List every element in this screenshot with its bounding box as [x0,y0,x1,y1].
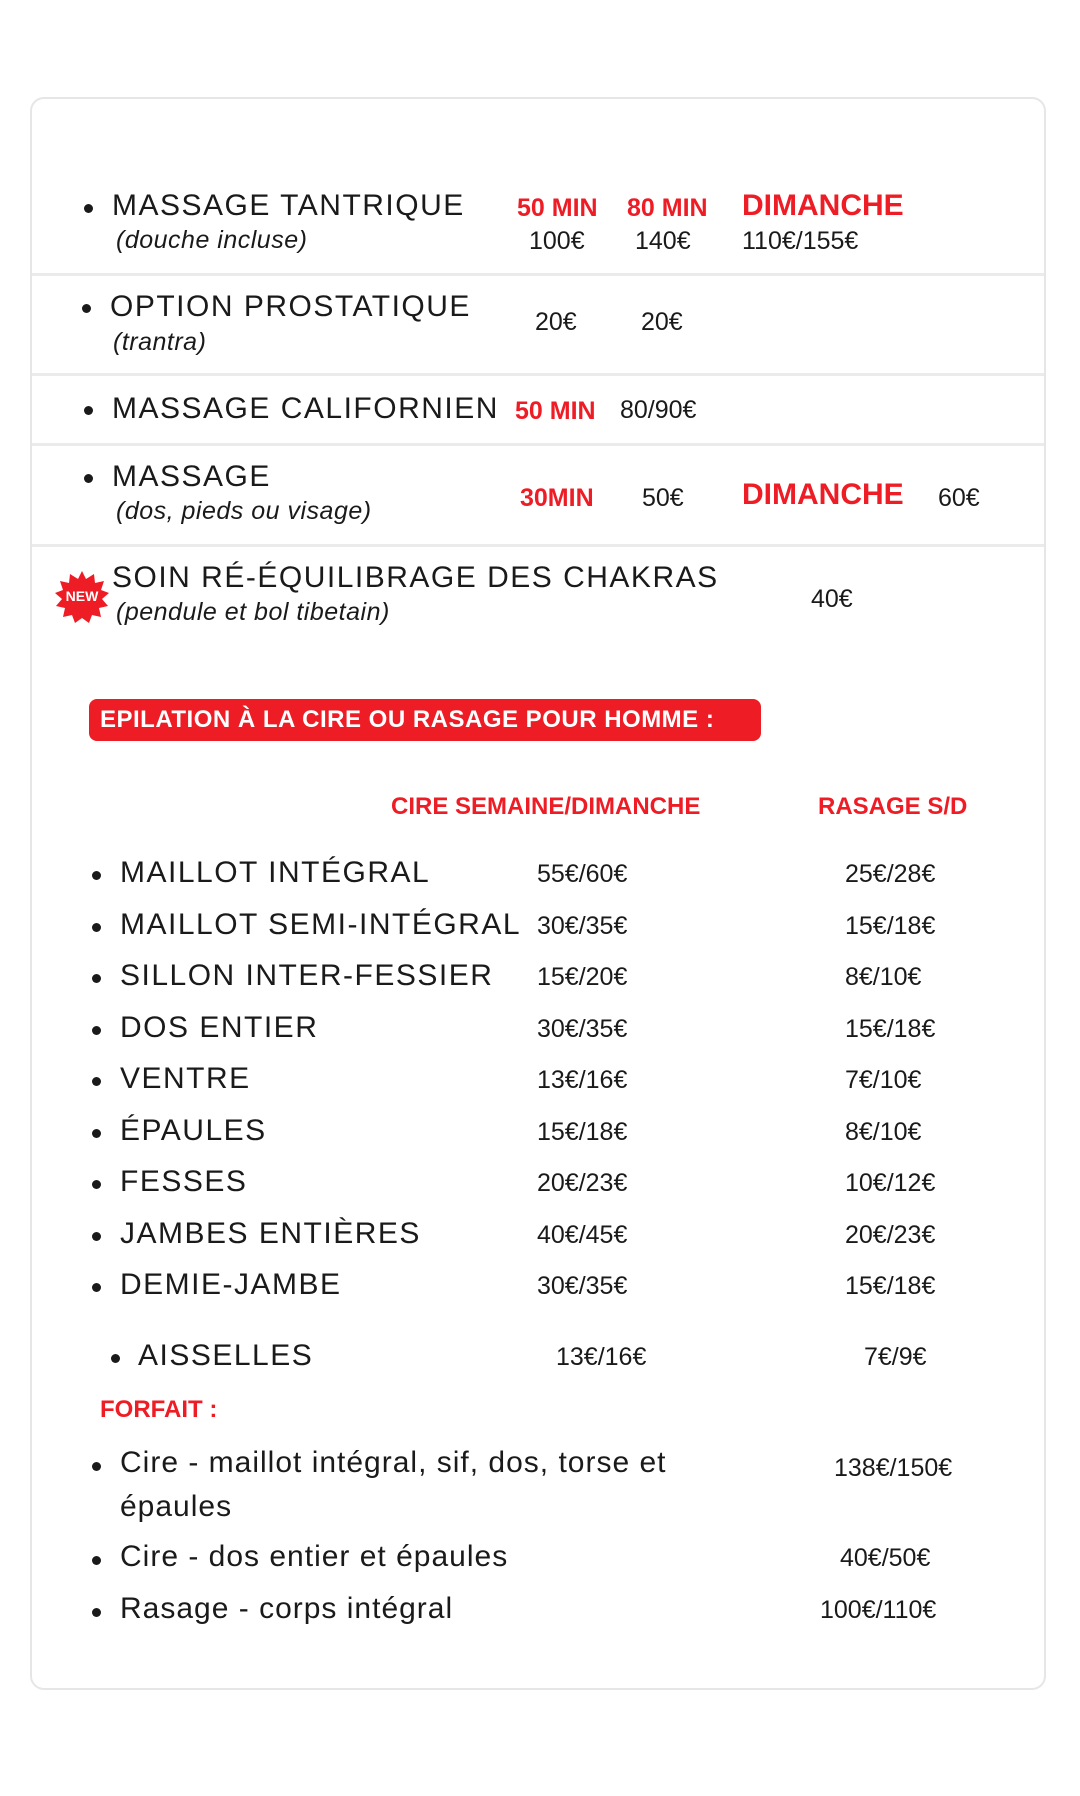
duration-label: 80 MIN [627,194,708,222]
wax-price: 13€/16€ [556,1343,647,1371]
wax-price: 30€/35€ [537,912,628,940]
shave-price: 15€/18€ [845,1015,936,1043]
price: 50€ [642,484,684,512]
shave-price: 7€/10€ [845,1066,922,1094]
shave-price: 15€/18€ [845,912,936,940]
bullet [92,1077,101,1086]
bullet [84,474,93,483]
service-name: MASSAGE CALIFORNIEN [112,392,499,425]
wax-price: 55€/60€ [537,860,628,888]
sunday-price: 110€/155€ [742,227,859,255]
bullet [92,871,101,880]
package-price: 138€/150€ [834,1454,953,1482]
shave-price: 20€/23€ [845,1221,936,1249]
epilation-item: JAMBES ENTIÈRES [120,1217,421,1250]
duration-label: 30MIN [520,484,594,512]
service-subtitle: (douche incluse) [116,226,308,254]
shave-price: 8€/10€ [845,1118,922,1146]
sunday-label: DIMANCHE [742,189,904,222]
price: 100€ [529,227,585,255]
service-subtitle: (trantra) [113,328,207,356]
service-name: MASSAGE TANTRIQUE [112,189,465,222]
section-title-epilation: EPILATION À LA CIRE OU RASAGE POUR HOMME : [89,699,761,741]
bullet [92,1129,101,1138]
service-subtitle: (dos, pieds ou visage) [116,497,372,525]
bullet [92,1283,101,1292]
bullet [84,406,93,415]
wax-price: 30€/35€ [537,1272,628,1300]
bullet [92,1232,101,1241]
price: 80/90€ [620,396,697,424]
shave-price: 15€/18€ [845,1272,936,1300]
badge-label: NEW [65,588,99,604]
bullet [84,204,93,213]
bullet [92,1556,101,1565]
wax-price: 30€/35€ [537,1015,628,1043]
bullet [92,974,101,983]
new-badge-icon [54,569,110,625]
package-price: 100€/110€ [820,1596,937,1624]
price: 20€ [641,308,683,336]
bullet [92,1026,101,1035]
shave-price: 8€/10€ [845,963,922,991]
wax-price: 15€/20€ [537,963,628,991]
bullet [92,1608,101,1617]
duration-label: 50 MIN [515,397,596,425]
shave-price: 10€/12€ [845,1169,936,1197]
price: 40€ [811,585,853,613]
bullet [92,1462,101,1471]
service-name: MASSAGE [112,460,271,493]
epilation-item: MAILLOT INTÉGRAL [120,856,431,889]
epilation-item: ÉPAULES [120,1114,267,1147]
shave-price: 25€/28€ [845,860,936,888]
wax-price: 13€/16€ [537,1066,628,1094]
epilation-item: DOS ENTIER [120,1011,319,1044]
wax-price: 15€/18€ [537,1118,628,1146]
epilation-item: VENTRE [120,1062,251,1095]
shave-price: 7€/9€ [864,1343,927,1371]
wax-price: 40€/45€ [537,1221,628,1249]
service-subtitle: (pendule et bol tibetain) [116,598,390,626]
column-header-wax: CIRE SEMAINE/DIMANCHE [391,793,701,820]
bullet [111,1354,120,1363]
epilation-item: SILLON INTER-FESSIER [120,959,494,992]
bullet [82,304,91,313]
divider [32,373,1044,376]
package-price: 40€/50€ [840,1544,931,1572]
duration-label: 50 MIN [517,194,598,222]
epilation-item: MAILLOT SEMI-INTÉGRAL [120,908,522,941]
price: 20€ [535,308,577,336]
epilation-item: AISSELLES [138,1339,314,1372]
bullet [92,923,101,932]
service-name: OPTION PROSTATIQUE [110,290,471,323]
sunday-price: 60€ [938,484,980,512]
divider [32,443,1044,446]
package-item: Rasage - corps intégral [120,1592,454,1625]
package-item-continued: épaules [120,1490,233,1523]
package-item: Cire - maillot intégral, sif, dos, torse et [120,1446,667,1479]
divider [32,544,1044,547]
wax-price: 20€/23€ [537,1169,628,1197]
sunday-label: DIMANCHE [742,478,904,511]
epilation-item: FESSES [120,1165,248,1198]
section-title-forfait: FORFAIT : [100,1396,218,1423]
column-header-shave: RASAGE S/D [818,793,968,820]
divider [32,273,1044,276]
price: 140€ [635,227,691,255]
epilation-item: DEMIE-JAMBE [120,1268,342,1301]
bullet [92,1180,101,1189]
service-name: SOIN RÉ-ÉQUILIBRAGE DES CHAKRAS [112,561,719,594]
package-item: Cire - dos entier et épaules [120,1540,509,1573]
